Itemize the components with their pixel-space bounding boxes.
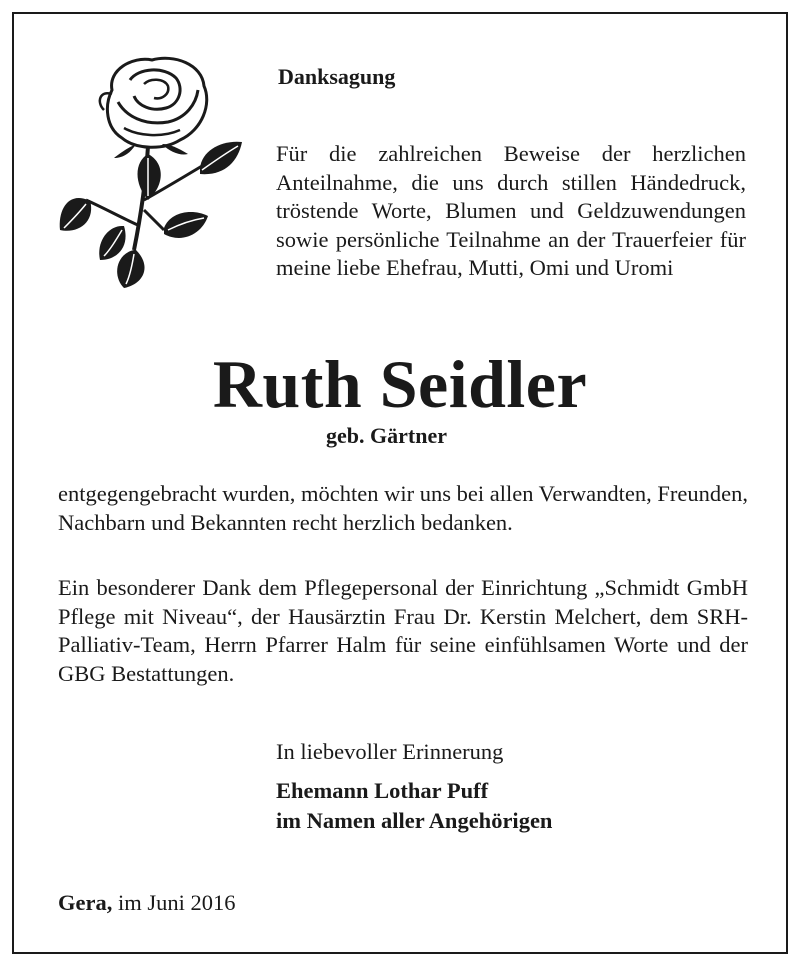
memory-line: In liebevoller Erinnerung bbox=[276, 739, 504, 764]
deceased-name: Ruth Seidler bbox=[212, 346, 588, 422]
date: im Juni 2016 bbox=[117, 890, 236, 915]
place-date bbox=[58, 888, 236, 918]
maiden-name: geb. Gärtner bbox=[326, 423, 447, 448]
signers bbox=[276, 776, 552, 836]
heading: Danksagung bbox=[278, 64, 396, 89]
body-paragraph-2: Ein besonderer Dank dem Pflegepersonal der Einrichtung „Schmidt GmbH Pflege mit Niveau“, der Hausärztin Frau Dr. Kerstin Melchert, dem SRH-Palliativ-Team, Herrn Pfarrer Halm für seine einfühlsamen Worte und der GBG Bestattungen. bbox=[58, 575, 748, 686]
intro-paragraph: Für die zahlreichen Beweise der herzlichen Anteilnahme, die uns durch stillen Händedruck, tröstende Worte, Blumen und Geldzuwendungen sowie persönliche Teilnahme an der Trauerfeier für meine liebe Ehefrau, Mutti, Omi und Uromi bbox=[276, 141, 746, 281]
place: Gera, bbox=[58, 890, 113, 915]
signer-name: Ehemann Lothar Puff bbox=[276, 778, 489, 803]
rose-icon bbox=[52, 50, 244, 290]
signer-relation: im Namen aller Angehörigen bbox=[276, 808, 553, 833]
body-paragraph-1: entgegengebracht wurden, möchten wir uns bei allen Verwandten, Freunden, Nachbarn und Bekannten recht herzlich bedanken. bbox=[58, 481, 748, 535]
